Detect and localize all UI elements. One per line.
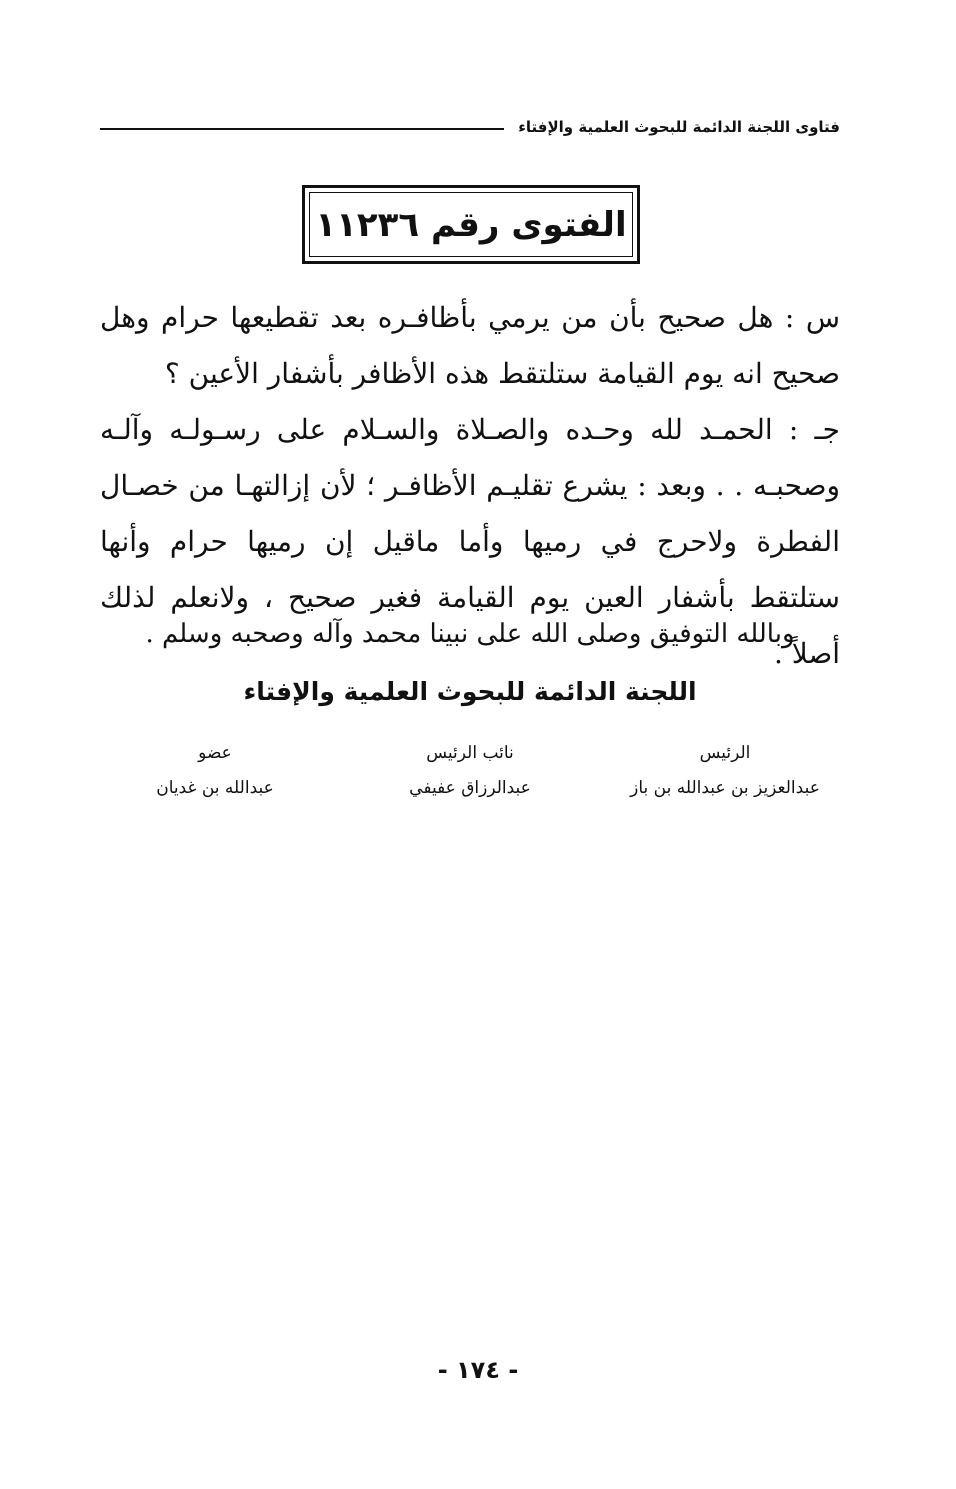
signature-president [610, 738, 840, 806]
running-header-title: فتاوى اللجنة الدائمة للبحوث العلمية والإفتاء [518, 118, 840, 136]
signature-name: عبدالرزاق عفيفي [409, 778, 531, 798]
signature-role: نائب الرئيس [426, 743, 514, 763]
fatwa-title-box [302, 185, 640, 264]
signature-vice-president [355, 738, 585, 806]
question-paragraph: س : هل صحيح بأن من يرمي بأظافـره بعد تقطيعها حرام وهل صحيح انه يوم القيامة ستلتقط هذه الأظافر بأشفار الأعين ؟ [100, 301, 840, 390]
signatures-block [100, 738, 840, 806]
closing-line: وبالله التوفيق وصلى الله على نبينا محمد وآله وصحبه وسلم . [145, 619, 795, 649]
running-header [100, 112, 840, 142]
header-rule [100, 128, 504, 130]
signature-role: عضو [198, 743, 232, 763]
committee-name: اللجنة الدائمة للبحوث العلمية والإفتاء [243, 677, 697, 706]
signature-name: عبدالعزيز بن عبدالله بن باز [630, 778, 820, 798]
fatwa-title: الفتوى رقم ١١٢٣٦ [315, 204, 627, 245]
answer-paragraph: جـ : الحمـد لله وحـده والصـلاة والسـلام على رسـولـه وآلـه وصحبـه . . وبعد : يشرع تقليـم الأظافـر ؛ لأن إزالتهـا من خصـال الفطرة ولاحرج في رميها وأما ماقيل إن رميها حرام وأنها ستلتقط بأشفار العين يوم القيامة فغير صحيح ، ولانعلم لذلك أصلاً . [100, 413, 840, 670]
signature-role: الرئيس [699, 743, 751, 763]
signature-member [100, 738, 330, 806]
page-number: - ١٧٤ - [437, 1356, 519, 1384]
signature-name: عبدالله بن غديان [156, 778, 274, 798]
